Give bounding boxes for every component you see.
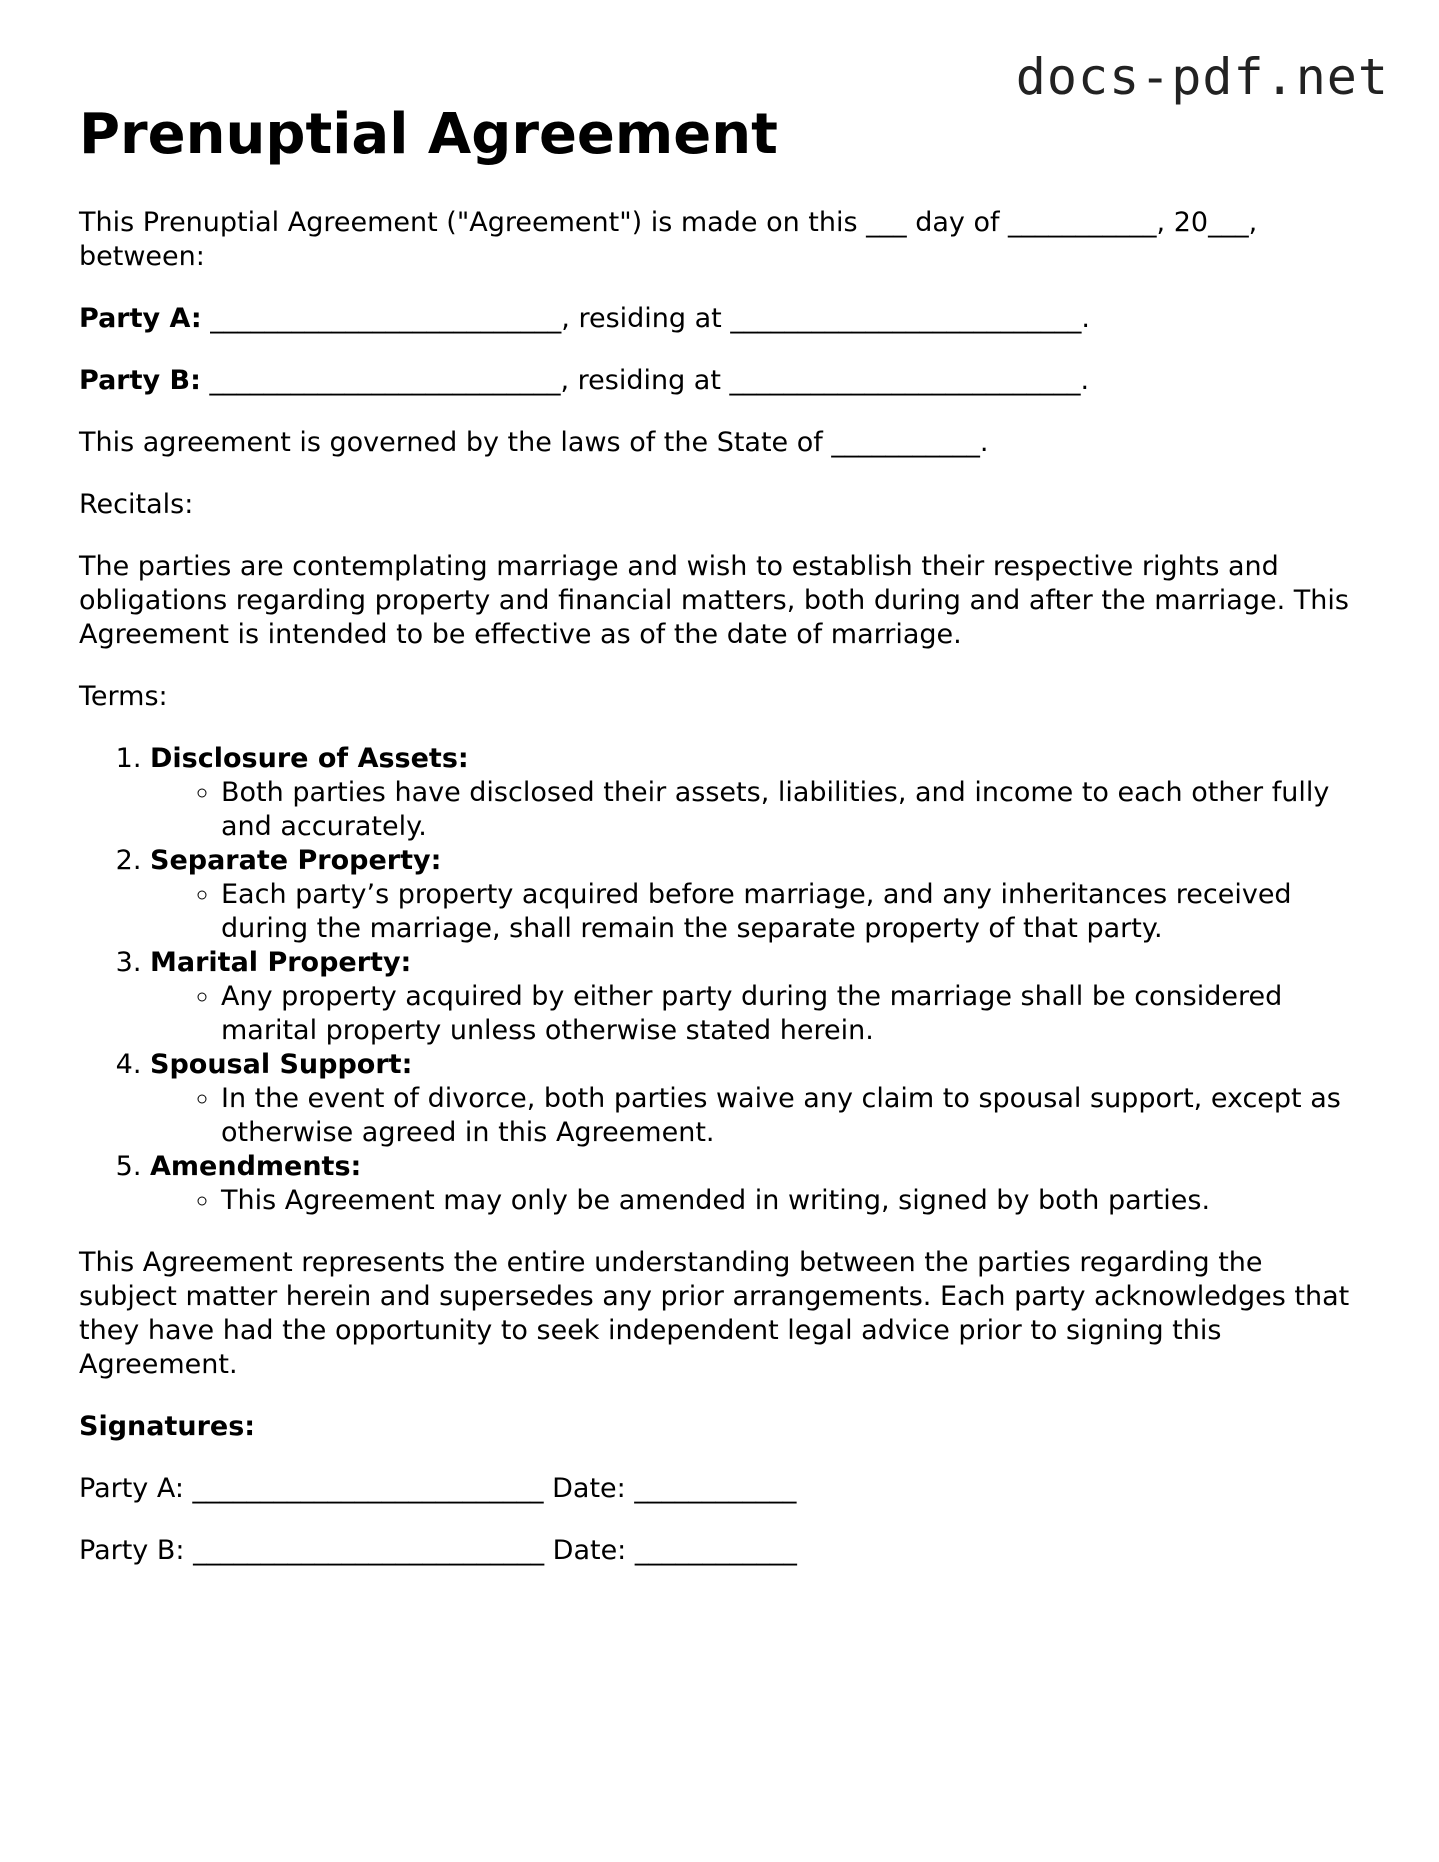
intro-paragraph: This Prenuptial Agreement ("Agreement") is made on this ___ day of ___________, 20___, between: (79, 207, 1258, 272)
party-a-label: Party A: (79, 303, 202, 334)
entire-agreement-paragraph: This Agreement represents the entire understanding between the parties regarding the subject matter herein and supersedes any prior arrangements. Each party acknowledges that they have had the opportunity to seek independent legal advice prior to signing this Agreement. (79, 1247, 1350, 1380)
term-detail: ◦ Both parties have disclosed their assets, liabilities, and income to each other fully and accurately. (221, 776, 1359, 844)
party-a-text: __________________________, residing at __________________________. (201, 303, 1090, 334)
party-b-label: Party B: (79, 365, 201, 396)
term-detail-list (150, 1184, 1359, 1218)
site-watermark: docs-pdf.net (1015, 48, 1389, 106)
term-detail-list (150, 776, 1359, 844)
signature-line-party-b: Party B: __________________________ Date: ____________ (79, 1535, 797, 1566)
term-heading: Spousal Support: (150, 1049, 413, 1080)
signatures-heading: Signatures: (79, 1411, 256, 1442)
document-title: Prenuptial Agreement (79, 102, 778, 167)
recitals-heading: Recitals: (79, 489, 194, 520)
document-page (79, 100, 1359, 1596)
term-detail-list (150, 878, 1359, 946)
term-detail: ◦ In the event of divorce, both parties waive any claim to spousal support, except as otherwise agreed in this Agreement. (221, 1082, 1359, 1150)
term-detail: ◦ Any property acquired by either party during the marriage shall be considered marital property unless otherwise stated herein. (221, 980, 1359, 1048)
governing-law-paragraph: This agreement is governed by the laws of the State of ___________. (79, 427, 989, 458)
term-item (150, 742, 1359, 844)
term-heading: Marital Property: (150, 947, 412, 978)
term-heading: Separate Property: (150, 845, 442, 876)
term-heading: Amendments: (150, 1151, 362, 1182)
term-item (150, 1150, 1359, 1218)
party-b-text: __________________________, residing at __________________________. (200, 365, 1090, 396)
terms-heading: Terms: (79, 681, 168, 712)
signature-line-party-a: Party A: __________________________ Date: ____________ (79, 1473, 797, 1504)
party-a-line (79, 302, 1359, 336)
term-detail: ◦ This Agreement may only be amended in writing, signed by both parties. (221, 1184, 1359, 1218)
term-item (150, 844, 1359, 946)
party-b-line (79, 364, 1359, 398)
term-detail-list (150, 1082, 1359, 1150)
term-detail: ◦ Each party’s property acquired before marriage, and any inheritances received during the marriage, shall remain the separate property of that party. (221, 878, 1359, 946)
term-item (150, 1048, 1359, 1150)
terms-list (79, 742, 1359, 1218)
term-item (150, 946, 1359, 1048)
recitals-paragraph: The parties are contemplating marriage and wish to establish their respective rights and obligations regarding property and financial matters, both during and after the marriage. This Agreement is intended to be effective as of the date of marriage. (79, 551, 1349, 650)
term-heading: Disclosure of Assets: (150, 743, 469, 774)
term-detail-list (150, 980, 1359, 1048)
